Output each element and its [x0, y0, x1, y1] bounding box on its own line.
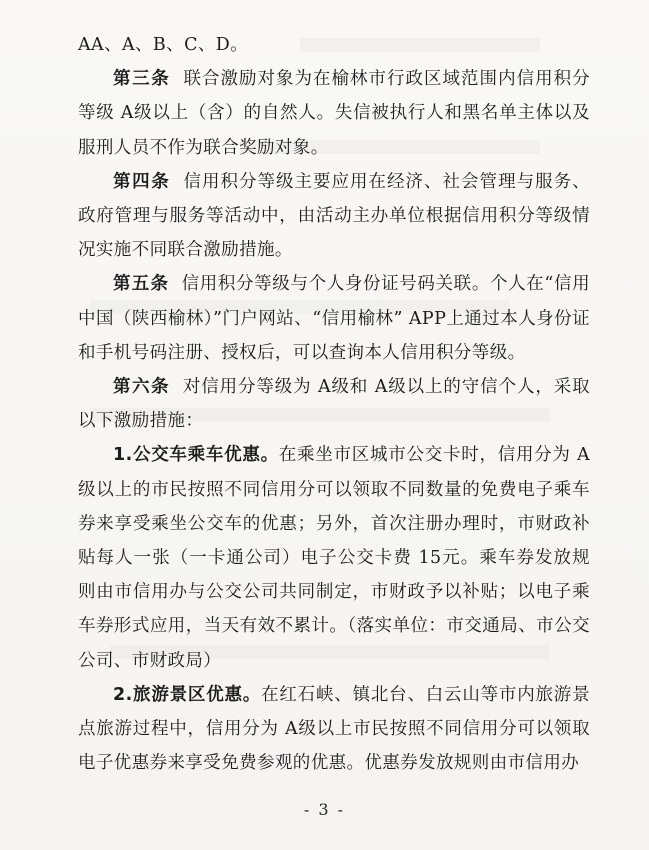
article-6-heading: 第六条	[113, 377, 170, 398]
article-4	[78, 165, 590, 268]
article-3-heading: 第三条	[113, 69, 171, 90]
article-3	[78, 62, 590, 165]
measure-1	[78, 438, 590, 677]
article-4-text: 信用积分等级主要应用在经济、社会管理与服务、政府管理与服务等活动中，由活动主办单位根据信用积分等级情况实施不同联合激励措施。	[78, 171, 590, 261]
article-5-text: 信用积分等级与个人身份证号码关联。个人在“信用中国（陕西榆林）”门户网站、“信用榆林” APP上通过本人身份证和手机号码注册、授权后，可以查询本人信用积分等级。	[78, 274, 590, 363]
measure-2-text: 在红石峡、镇北台、白云山等市内旅游景点旅游过程中，信用分为 A级以上市民按照不同信用分可以领取电子优惠券来享受免费参观的优惠。优惠券发放规则由市信用办	[78, 684, 590, 774]
measure-2-title: 2.旅游景区优惠。	[113, 684, 262, 705]
measure-1-text: 在乘坐市区城市公交卡时，信用分为 A级以上的市民按照不同信用分可以领取不同数量的免费电子乘车券来享受乘坐公交车的优惠；另外，首次注册办理时，市财政补贴每人一张（一卡通公司）电子公交卡费 15元。乘车券发放规则由市信用办与公交公司共同制定，市财政予以补贴；以电子乘车券形式应用，当天有效不累计。（落实单位：市交通局、市公交公司、市财政局）	[78, 445, 590, 671]
page-number: - 3 -	[303, 800, 346, 819]
article-4-heading: 第四条	[113, 171, 171, 192]
continued-text	[78, 28, 590, 62]
article-5-heading: 第五条	[113, 274, 170, 295]
document-body	[78, 28, 590, 780]
article-5	[78, 267, 590, 370]
measure-2	[78, 678, 590, 781]
continued-levels: AA、A、B、C、D。	[78, 35, 249, 55]
article-6-text: 对信用分等级为 A级和 A级以上的守信个人，采取以下激励措施：	[78, 377, 590, 432]
article-3-text: 联合激励对象为在榆林市行政区域范围内信用积分等级 A级以上（含）的自然人。失信被执行人和黑名单主体以及服刑人员不作为联合奖励对象。	[78, 69, 590, 158]
measure-1-title: 1.公交车乘车优惠。	[113, 445, 279, 466]
article-6	[78, 370, 590, 438]
